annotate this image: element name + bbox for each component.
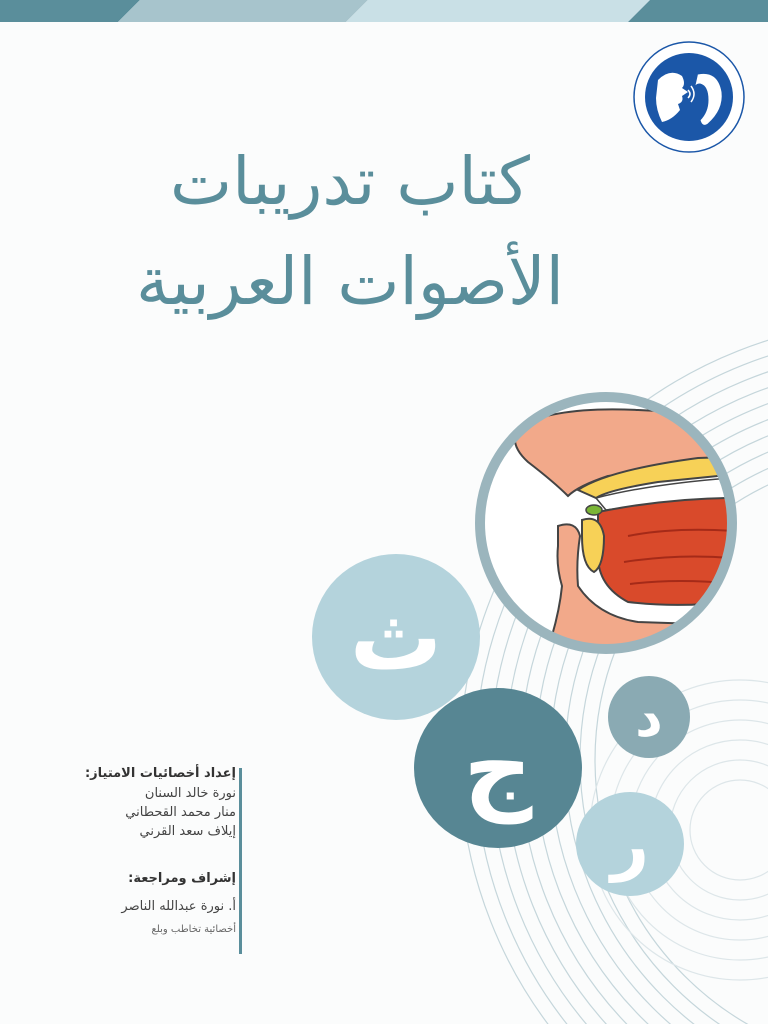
society-logo-icon xyxy=(632,40,746,154)
preparer-name-3: إيلاف سعد القرني xyxy=(139,824,236,839)
letter-circle-ra: ر xyxy=(576,792,684,896)
credits-divider xyxy=(239,768,242,954)
preparer-name-1: نورة خالد السنان xyxy=(144,786,236,801)
letter-circle-tha: ث xyxy=(312,554,480,720)
supervisor-name: أ. نورة عبدالله الناصر xyxy=(121,899,236,914)
supervision-heading: إشراف ومراجعة: xyxy=(128,871,236,886)
book-title xyxy=(60,132,640,332)
top-decorative-band xyxy=(0,0,768,22)
title-line-2: الأصوات العربية xyxy=(136,243,564,320)
letter-circle-jim: ج xyxy=(414,688,582,848)
prepared-by-heading: إعداد أخصائيات الامتياز: xyxy=(84,766,236,781)
preparer-name-2: منار محمد القحطاني xyxy=(125,805,236,820)
credits-block xyxy=(60,764,236,938)
letter-circle-dal: د xyxy=(608,676,690,758)
mouth-articulation-illustration xyxy=(458,386,754,660)
title-line-1: كتاب تدريبات xyxy=(170,143,530,220)
supervisor-title: أخصائية تخاطب وبلع xyxy=(151,924,236,935)
